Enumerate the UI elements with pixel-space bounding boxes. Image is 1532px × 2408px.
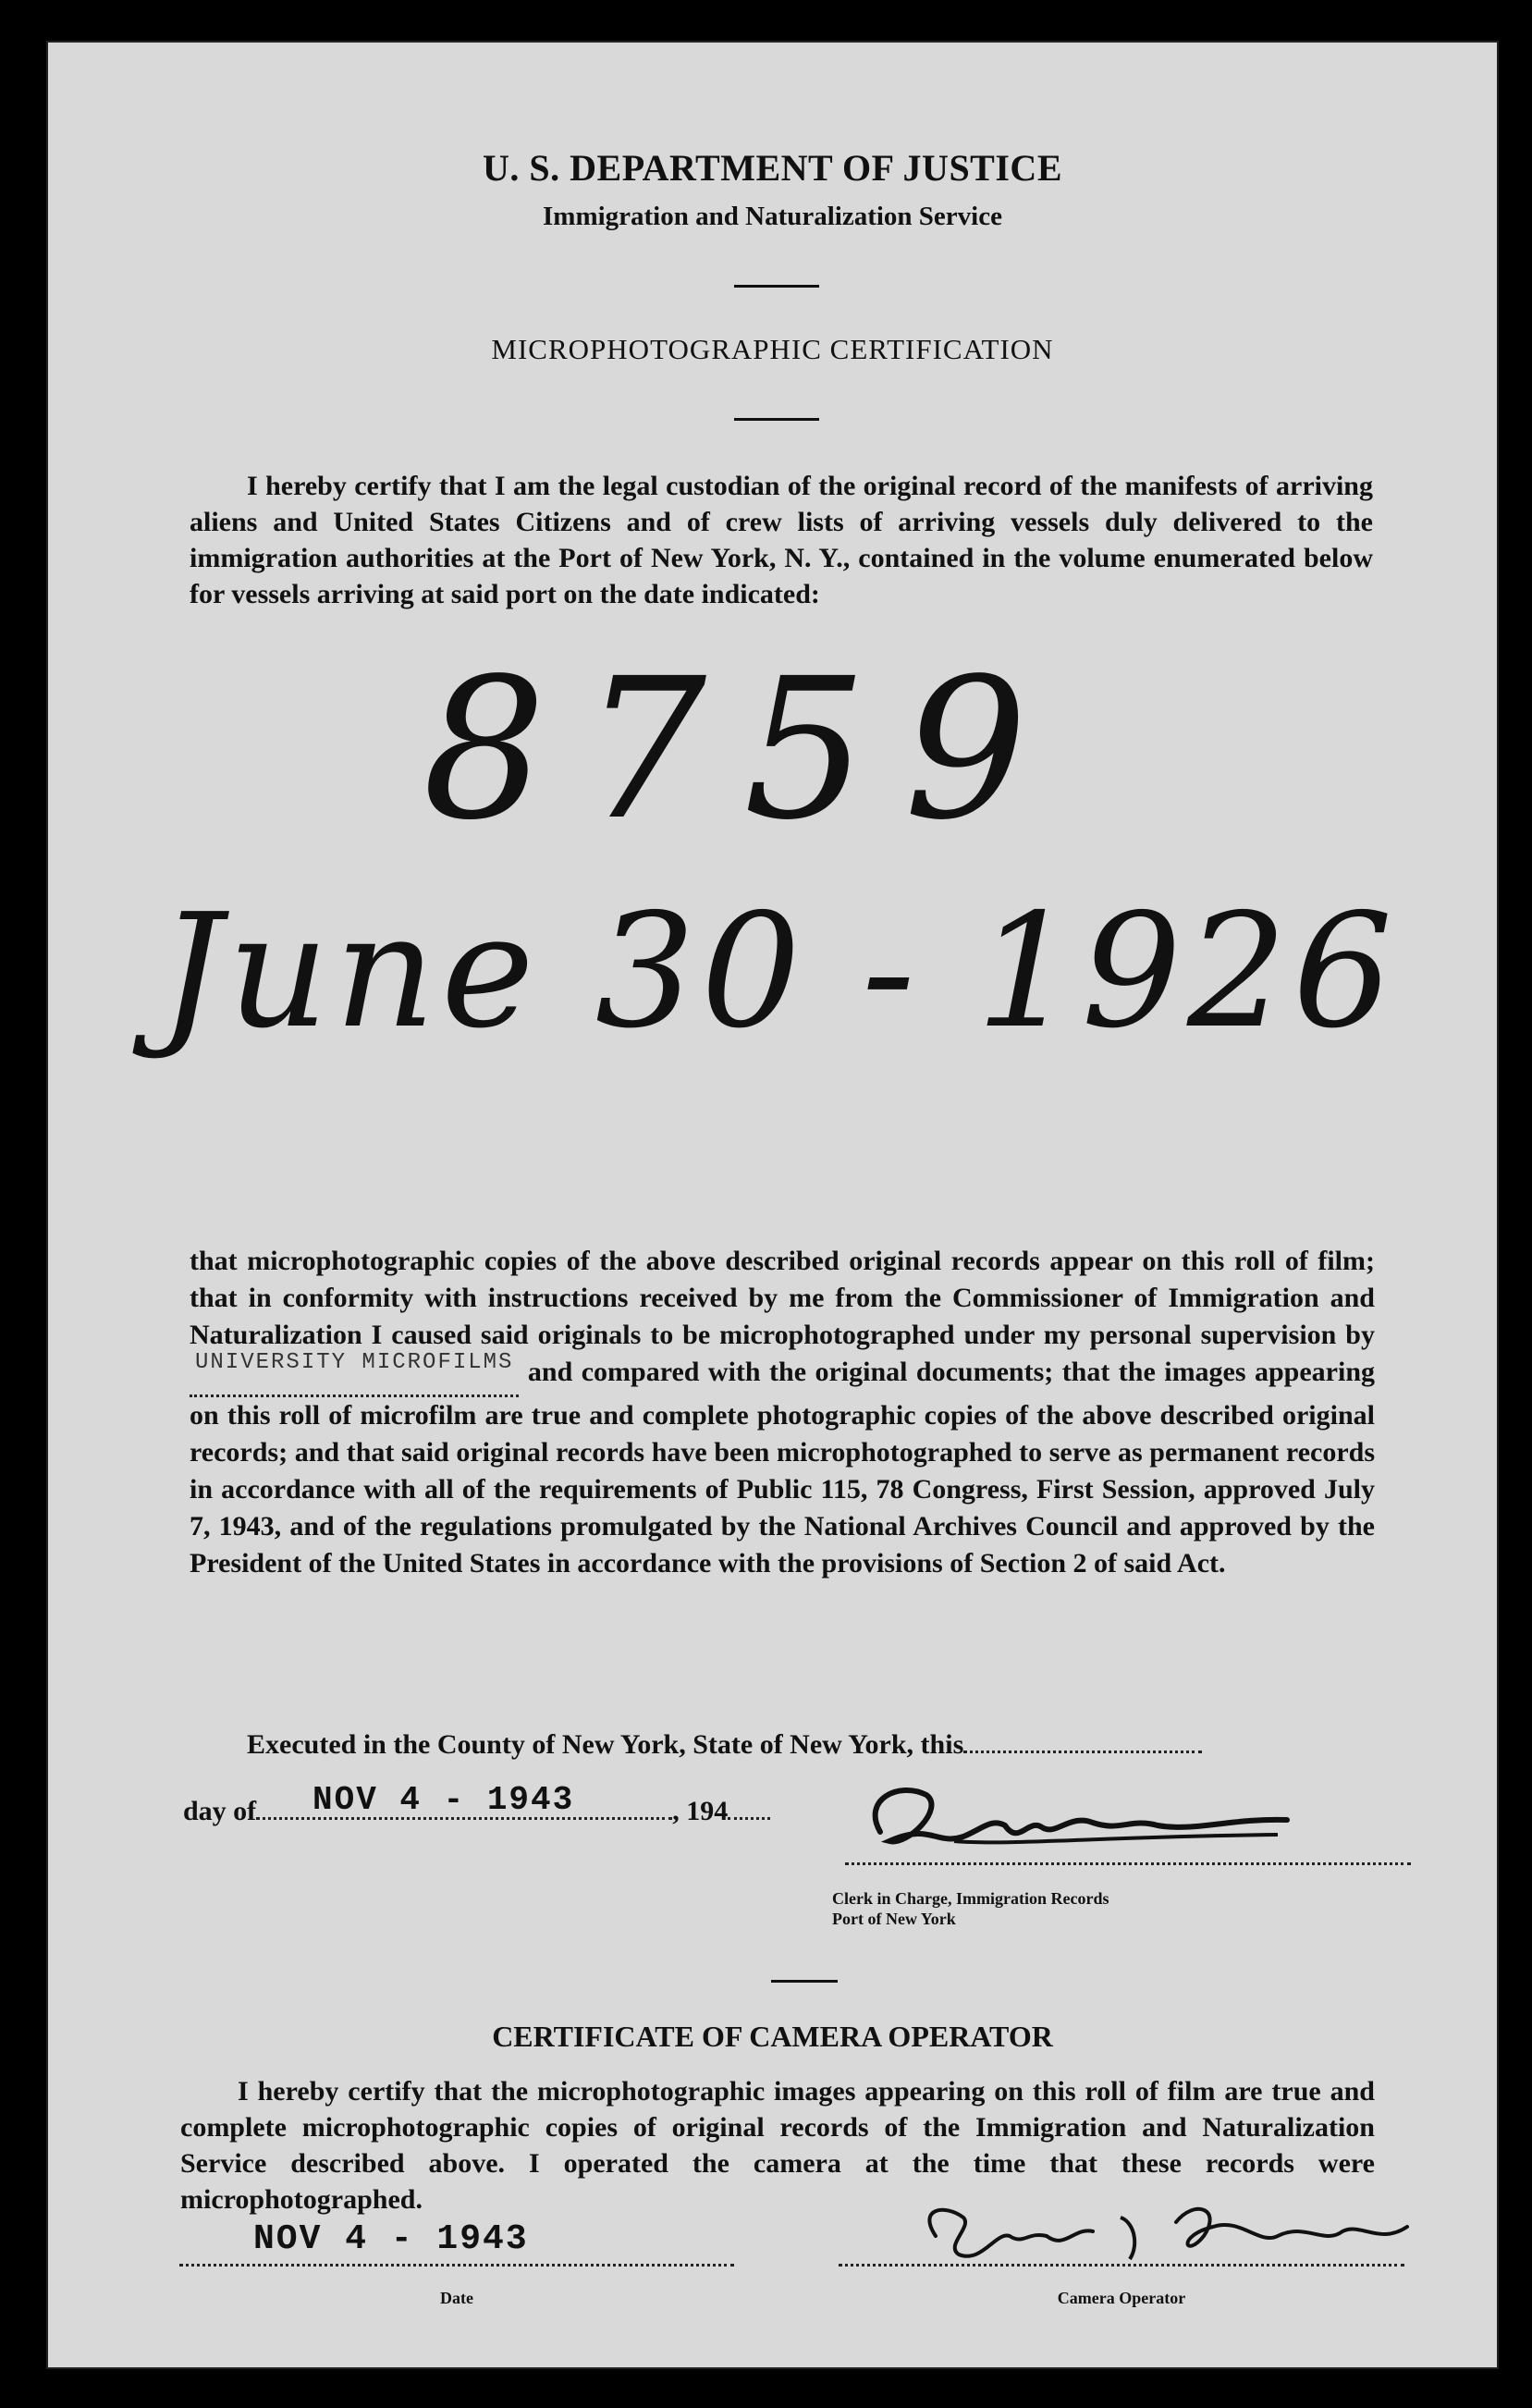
- certification-intro: I hereby certify that I am the legal custodian of the original record of the manifests of arriving aliens and United States Citizens and of crew lists of arriving vessels duly delivered to the immigration authorities at the Port of New York, N. Y., contained in the volume enumerated below for vessels arriving at said port on the date indicated:: [190, 471, 1373, 609]
- operator-signature: [908, 2181, 1426, 2282]
- execution-date-stamp: NOV 4 - 1943: [313, 1781, 575, 1819]
- certification-body: [190, 1243, 1375, 1582]
- execution-dots: [963, 1751, 1202, 1753]
- operator-date-stamp: NOV 4 - 1943: [253, 2219, 529, 2259]
- date-label: Date: [440, 2289, 473, 2307]
- form-title: MICROPHOTOGRAPHIC CERTIFICATION: [491, 333, 1054, 365]
- camera-operator-title: CERTIFICATE OF CAMERA OPERATOR: [492, 2020, 1053, 2053]
- date-line: [179, 2264, 734, 2267]
- clerk-title: Clerk in Charge, Immigration Records: [832, 1889, 1109, 1908]
- clerk-signature-line: [845, 1862, 1411, 1865]
- certification-body-part2: and compared with the original documents; that the images appearing on this roll of microfilm are true and complete photographic copies of the above described original records; and that said original records have been microphotographed to serve as permanent records in accordance with all of the requirements of Public 115, 78 Congress, First Session, approved July 7, 1943, and of the regulations promulgated by the National Archives Council and approved by the President of the United States in accordance with the provisions of Section 2 of said Act.: [190, 1357, 1376, 1579]
- clerk-signature: [843, 1781, 1361, 1883]
- photographer-field: [190, 1350, 519, 1397]
- divider: [734, 285, 819, 288]
- certificate-sheet: [46, 41, 1499, 2369]
- divider: [771, 1980, 838, 1983]
- execution-text: Executed in the County of New York, State of New York, this: [247, 1729, 964, 1760]
- day-of-label: day of: [183, 1796, 257, 1826]
- camera-operator-text: I hereby certify that the microphotographic images appearing on this roll of film are true and complete microphotographic copies of original records of the Immigration and Naturalization Service described above. I operated the camera at the time that these records were microphotographed.: [180, 2076, 1375, 2215]
- photographer-stamp: UNIVERSITY MICROFILMS: [195, 1350, 514, 1375]
- volume-number: 8759: [423, 636, 1065, 863]
- year-prefix: , 194: [672, 1796, 729, 1826]
- operator-line: [839, 2264, 1404, 2267]
- service-heading: Immigration and Naturalization Service: [543, 202, 1002, 231]
- clerk-location: Port of New York: [832, 1910, 956, 1928]
- volume-date: June 30 - 1926: [159, 880, 1399, 1063]
- divider: [734, 418, 819, 421]
- execution-line: [247, 1729, 1202, 1761]
- certification-body-part1: that microphotographic copies of the above described original records appear on this roll of film; that in conformity with instructions received by me from the Commissioner of Immigration and Naturalization I caused said originals to be microphotographed under my personal supervision by: [190, 1246, 1375, 1350]
- department-heading: U. S. DEPARTMENT OF JUSTICE: [483, 147, 1062, 189]
- year-dots: [728, 1817, 770, 1820]
- operator-label: Camera Operator: [1057, 2289, 1186, 2307]
